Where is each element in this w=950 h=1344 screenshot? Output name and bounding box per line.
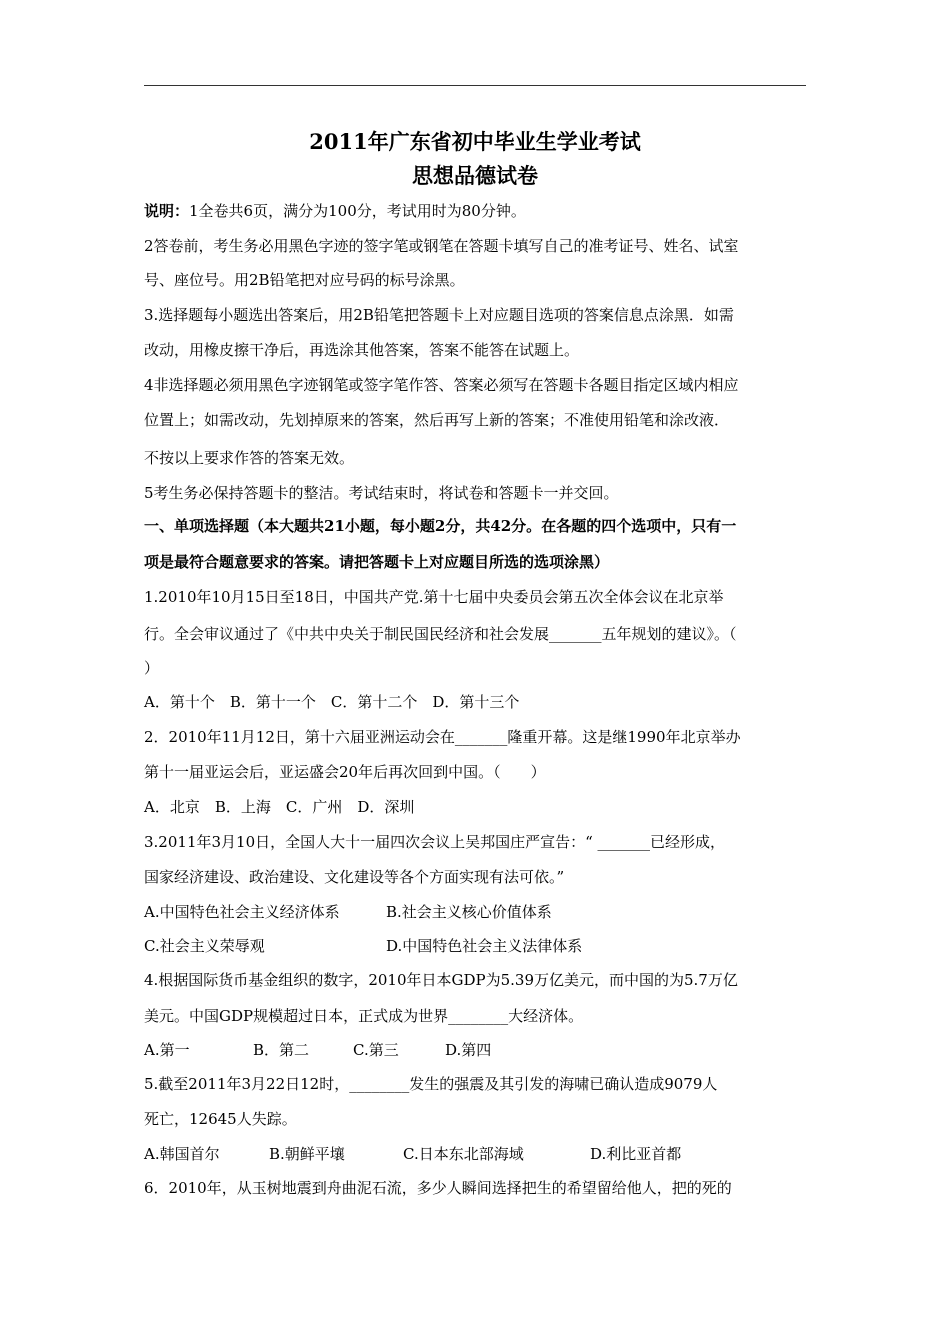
- question-3-option-a: A.中国特色社会主义经济体系: [144, 903, 340, 921]
- question-4-option-b: B．第二: [253, 1041, 310, 1059]
- instruction-2a: 2答卷前，考生务必用黑色字迹的签字笔或钢笔在答题卡填写自己的准考证号、姓名、试室: [144, 237, 739, 255]
- question-4-option-c: C.第三: [353, 1041, 399, 1059]
- question-4-line-b: 美元。中国GDP规模超过日本，正式成为世界________大经济体。: [144, 1007, 584, 1025]
- instruction-4b: 位置上；如需改动，先划掉原来的答案，然后再写上新的答案；不准使用铅笔和涂改液．: [144, 411, 730, 429]
- question-2-line-a: 2．2010年11月12日，第十六届亚洲运动会在_______隆重开幕。这是继1990年北京举办: [144, 728, 741, 746]
- question-5-option-d: D.利比亚首都: [590, 1145, 682, 1163]
- question-5-option-c: C.日本东北部海域: [403, 1145, 524, 1163]
- question-5-option-b: B.朝鲜平壤: [269, 1145, 345, 1163]
- question-5-line-b: 死亡，12645人失踪。: [144, 1110, 297, 1128]
- header-rule: [144, 85, 806, 86]
- exam-title: 2011年广东省初中毕业生学业考试: [309, 129, 641, 154]
- question-5-option-a: A.韩国首尔: [144, 1145, 220, 1163]
- question-3-option-c: C.社会主义荣辱观: [144, 937, 265, 955]
- question-4-option-a: A.第一: [144, 1041, 190, 1059]
- instruction-3b: 改动，用橡皮擦干净后，再选涂其他答案，答案不能答在试题上。: [144, 341, 580, 359]
- question-2-options: A．北京 B．上海 C．广州 D．深圳: [144, 798, 415, 816]
- exam-subtitle: 思想品德试卷: [412, 163, 538, 188]
- instruction-1: [144, 201, 526, 221]
- question-3-option-b: B.社会主义核心价值体系: [386, 903, 552, 921]
- instruction-3a: 3.选择题每小题选出答案后，用2B铅笔把答题卡上对应题目选项的答案信息点涂黑．如需: [144, 306, 734, 324]
- question-5-line-a: 5.截至2011年3月22日12时，________发生的强震及其引发的海啸已确认造成9079人: [144, 1075, 718, 1093]
- instruction-5: 5考生务必保持答题卡的整洁。考试结束时，将试卷和答题卡一并交回。: [144, 484, 619, 502]
- instruction-4c: 不按以上要求作答的答案无效。: [144, 449, 355, 467]
- instruction-4a: 4非选择题必须用黑色字迹钢笔或签字笔作答、答案必须写在答题卡各题目指定区域内相应: [144, 376, 739, 394]
- question-4-option-d: D.第四: [445, 1041, 492, 1059]
- section-heading-b: 项是最符合题意要求的答案。请把答题卡上对应题目所选的选项涂黑）: [144, 553, 610, 571]
- instruction-1-text: 1全卷共6页，满分为100分，考试用时为80分钟。: [189, 202, 526, 220]
- question-6-line-a: 6．2010年，从玉树地震到舟曲泥石流，多少人瞬间选择把生的希望留给他人，把的死的: [144, 1179, 732, 1197]
- section-heading-a: 一、单项选择题（本大题共21小题，每小题2分，共42分。在各题的四个选项中，只有一: [144, 517, 737, 535]
- instruction-2b: 号、座位号。用2B铅笔把对应号码的标号涂黑。: [144, 271, 465, 289]
- question-1-line-c: ）: [144, 659, 160, 677]
- instructions-label: 说明：: [144, 202, 190, 220]
- question-3-option-d: D.中国特色社会主义法律体系: [386, 937, 583, 955]
- question-3-line-b: 国家经济建设、政治建设、文化建设等各个方面实现有法可依。”: [144, 868, 565, 886]
- question-1-line-a: 1.2010年10月15日至18日，中国共产党.第十七届中央委员会第五次全体会议在北京举: [144, 588, 724, 606]
- question-1-options: A．第十个 B．第十一个 C．第十二个 D．第十三个: [144, 693, 520, 711]
- question-4-line-a: 4.根据国际货币基金组织的数字，2010年日本GDP为5.39万亿美元，而中国的为5.7万亿: [144, 971, 738, 989]
- question-1-line-b: 行。全会审议通过了《中共中央关于制民国民经济和社会发展_______五年规划的建议》。（: [144, 625, 737, 643]
- question-2-line-b: 第十一届亚运会后，亚运盛会20年后再次回到中国。（ ）: [144, 763, 546, 781]
- question-3-line-a: 3.2011年3月10日，全国人大十一届四次会议上吴邦国庄严宣告：“ _______已经形成，: [144, 833, 726, 851]
